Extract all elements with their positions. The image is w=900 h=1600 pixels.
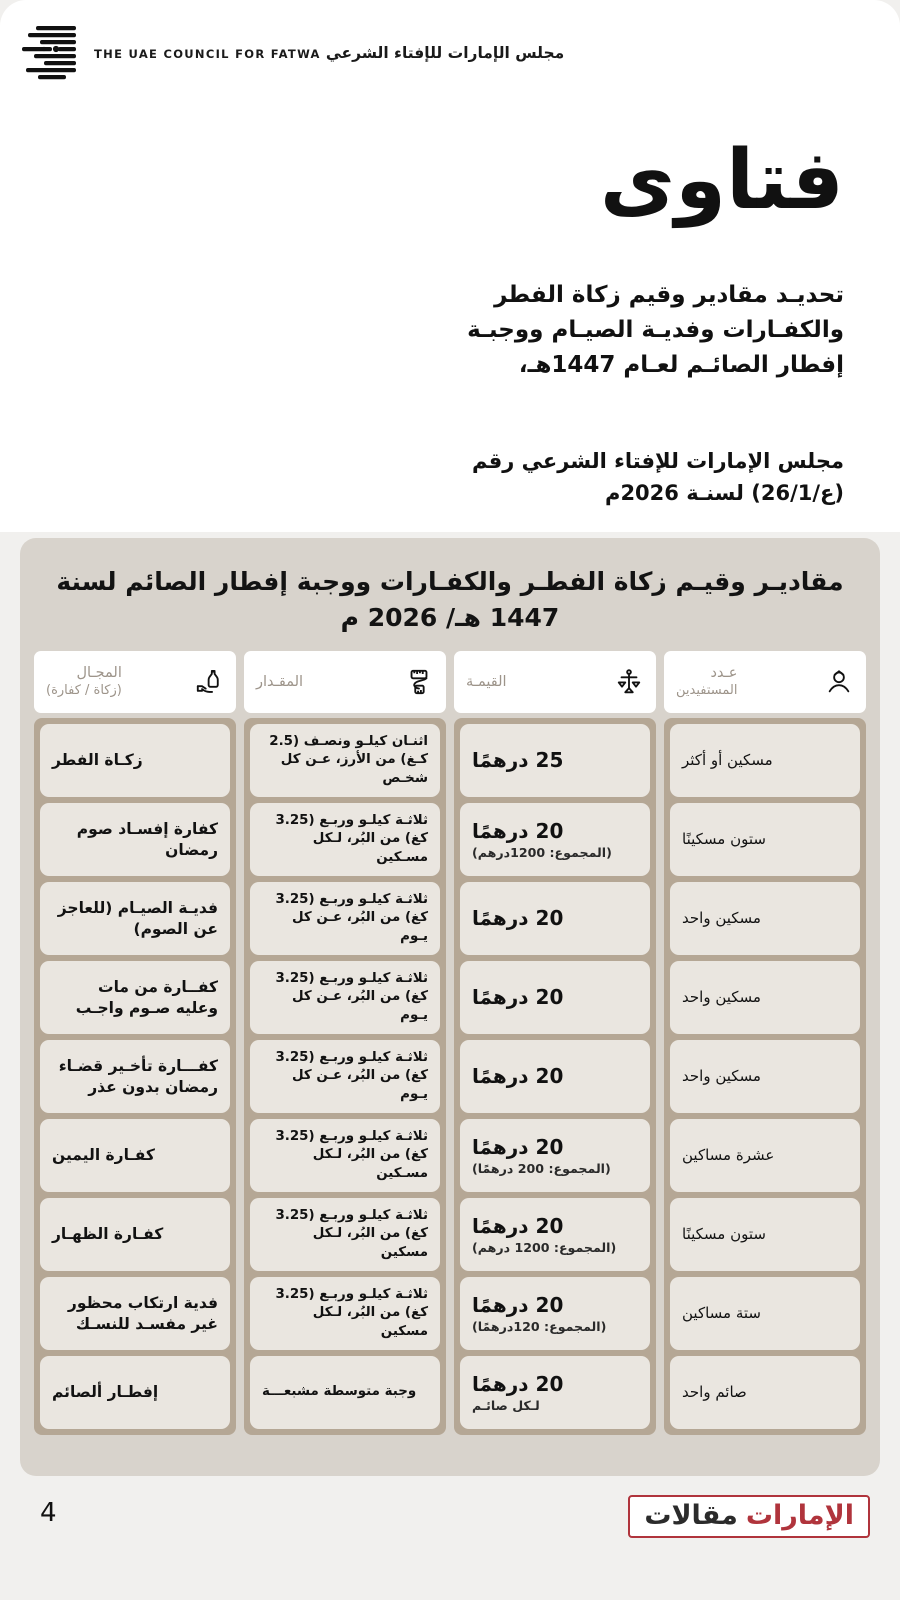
cell-note: (المجموع: 1200درهم): [472, 844, 612, 860]
table-row: [460, 882, 650, 955]
brand-logo: [0, 24, 900, 82]
cell-value: 20 درهمًا: [472, 905, 564, 930]
table-row: [670, 1356, 860, 1429]
table-row: [460, 1040, 650, 1113]
page-number: 4: [40, 1498, 57, 1528]
cell-value: 25 درهمًا: [472, 747, 564, 772]
brand-name-arabic: مجلس الإمارات للإفتاء الشرعي: [325, 43, 565, 62]
cell-value: مسكين واحد: [682, 1066, 761, 1085]
cell-value: مسكين واحد: [682, 987, 761, 1006]
hand-donation-icon: [194, 667, 224, 697]
table-row: [460, 961, 650, 1034]
table-row: [40, 961, 230, 1034]
cell-value: ثلاثـة كيلـو وربـع (3.25 كغ) من البُر، عـن كل يـوم: [275, 971, 428, 1023]
cell-value: إفطـار ألصائم: [52, 1383, 159, 1402]
table-row: [670, 961, 860, 1034]
uae-council-emblem-icon: [20, 24, 80, 82]
table-columns: [30, 651, 870, 1435]
table-row: [460, 803, 650, 876]
cell-value: فدية ارتكاب محظور غير مفسـد للنسـك: [67, 1294, 218, 1333]
cell-value: مسكين واحد: [682, 908, 761, 927]
cell-value: كفـارة الظهـار: [52, 1225, 164, 1244]
table-row: [250, 961, 440, 1034]
table-row: [670, 1198, 860, 1271]
column-amount: [244, 651, 446, 1435]
cell-value: صائم واحد: [682, 1382, 747, 1401]
table-row: [670, 803, 860, 876]
column-body-value: [454, 718, 656, 1435]
cell-note: لـكل صائـم: [472, 1397, 540, 1413]
table-row: [250, 1277, 440, 1350]
column-header-value: [454, 651, 656, 713]
cell-value: كفـــارة تأخـير قضـاء رمضان بدون عذر: [58, 1057, 218, 1096]
cell-value: فديـة الصيـام (للعاجز عن الصوم): [57, 899, 218, 938]
table-row: [250, 803, 440, 876]
table-row: [250, 882, 440, 955]
measuring-tape-icon: [404, 667, 434, 697]
cell-note: (المجموع: 1200 درهم): [472, 1239, 617, 1255]
cell-value: وجبة متوسطة مشبعـــة: [262, 1384, 417, 1400]
table-row: [670, 1277, 860, 1350]
table-row: [460, 1356, 650, 1429]
brand-text: [94, 44, 564, 63]
table-row: [40, 724, 230, 797]
column-body-beneficiaries: [664, 718, 866, 1435]
cell-value: كفــارة من مات وعليه صـوم واجـب: [75, 978, 218, 1017]
column-header-label: [466, 673, 507, 692]
cell-value: ثلاثـة كيلـو وربـع (3.25 كغ) من البُر، لـكل مسـكين: [275, 813, 428, 865]
cell-value: ستة مساكين: [682, 1303, 761, 1322]
cell-value: 20 درهمًا: [472, 1213, 564, 1238]
table-row: [670, 1119, 860, 1192]
cell-value: ثلاثـة كيلـو وربـع (3.25 كغ) من البُر، عـن كل يـوم: [275, 892, 428, 944]
cell-value: 20 درهمًا: [472, 1063, 564, 1088]
column-label-line1: عـدد: [710, 665, 738, 682]
table-row: [40, 1198, 230, 1271]
table-row: [250, 1040, 440, 1113]
person-icon: [824, 667, 854, 697]
balance-scale-icon: [614, 667, 644, 697]
column-body-scope: [34, 718, 236, 1435]
cell-value: 20 درهمًا: [472, 1134, 564, 1159]
cell-value: كفـارة اليمين: [52, 1146, 155, 1165]
table-row: [670, 724, 860, 797]
document-reference: مجلس الإمارات للإفتاء الشرعي رقم (ع/26/1) لسنـة 2026م: [472, 449, 844, 505]
column-value: [454, 651, 656, 1435]
column-header-scope: [34, 651, 236, 713]
table-row: [460, 1198, 650, 1271]
cell-value: 20 درهمًا: [472, 1371, 564, 1396]
column-header-label: [46, 664, 122, 700]
table-row: [40, 1356, 230, 1429]
column-header-label: [676, 664, 737, 700]
column-label-line1: المقـدار: [256, 673, 304, 690]
cell-value: 20 درهمًا: [472, 1292, 564, 1317]
table-row: [250, 1198, 440, 1271]
cell-note: (المجموع: 120درهمًا): [472, 1318, 607, 1334]
cell-value: عشرة مساكين: [682, 1145, 775, 1164]
table-row: [250, 724, 440, 797]
table-row: [40, 803, 230, 876]
cell-value: كفارة إفسـاد صوم رمضان: [76, 820, 218, 859]
cell-value: زكـاة الفطر: [52, 751, 143, 770]
table-row: [40, 1277, 230, 1350]
table-row: [460, 1277, 650, 1350]
column-label-line1: المجـال: [76, 665, 122, 682]
table-row: [670, 1040, 860, 1113]
cell-value: مسكين أو أكثر: [682, 750, 773, 769]
column-label-line2: (زكاة / كفارة): [46, 682, 122, 698]
maqalat-emarat-logo: [628, 1495, 870, 1538]
cell-value: اثنـان كيلـو ونصـف (2.5 كـغ) من الأرز، عـن كل شخـص: [269, 734, 428, 786]
table-row: [250, 1119, 440, 1192]
table-row: [40, 1040, 230, 1113]
column-header-label: [256, 673, 303, 692]
column-scope: [34, 651, 236, 1435]
column-label-line1: القيمـة: [466, 673, 507, 690]
table-row: [460, 1119, 650, 1192]
cell-value: ستون مسكينًا: [682, 829, 766, 848]
column-header-beneficiaries: [664, 651, 866, 713]
column-beneficiaries: [664, 651, 866, 1435]
rates-table-panel: [20, 538, 880, 1476]
fatawa-wordmark: فتاوى: [599, 133, 844, 228]
cell-value: ستون مسكينًا: [682, 1224, 766, 1243]
table-row: [40, 1119, 230, 1192]
brand-name-english: THE UAE COUNCIL FOR FATWA: [94, 46, 321, 61]
cell-value: 20 درهمًا: [472, 818, 564, 843]
cell-value: 20 درهمًا: [472, 984, 564, 1009]
column-body-amount: [244, 718, 446, 1435]
logo-word-emarat: الإمارات: [745, 1500, 854, 1531]
cell-value: ثلاثـة كيلـو وربـع (3.25 كغ) من البُر، لـكل مسـكين: [275, 1129, 428, 1181]
table-row: [460, 724, 650, 797]
table-row: [670, 882, 860, 955]
cell-value: ثلاثـة كيلـو وربـع (3.25 كغ) من البُر، لـكل مسكين: [275, 1287, 428, 1339]
cell-note: (المجموع: 200 درهمًا): [472, 1160, 611, 1176]
table-row: [250, 1356, 440, 1429]
cell-value: ثلاثـة كيلـو وربـع (3.25 كغ) من البُر، عـن كل يـوم: [275, 1050, 428, 1102]
table-row: [40, 882, 230, 955]
logo-word-maqalat: مقالات: [644, 1500, 738, 1531]
cell-value: ثلاثـة كيلـو وربـع (3.25 كغ) من البُر، لـكل مسكين: [275, 1208, 428, 1260]
column-label-line2: المستفيدين: [676, 682, 738, 698]
table-title: مقاديـر وقيـم زكاة الفطـر والكفـارات ووجبة إفطار الصائم لسنة 1447 هـ/ 2026 م: [56, 567, 844, 632]
document-title: تحديـد مقادير وقيم زكاة الفطر والكفـارات وفديـة الصيـام ووجبـة إفطار الصائـم لعـام 1447هـ،: [467, 282, 844, 378]
column-header-amount: [244, 651, 446, 713]
